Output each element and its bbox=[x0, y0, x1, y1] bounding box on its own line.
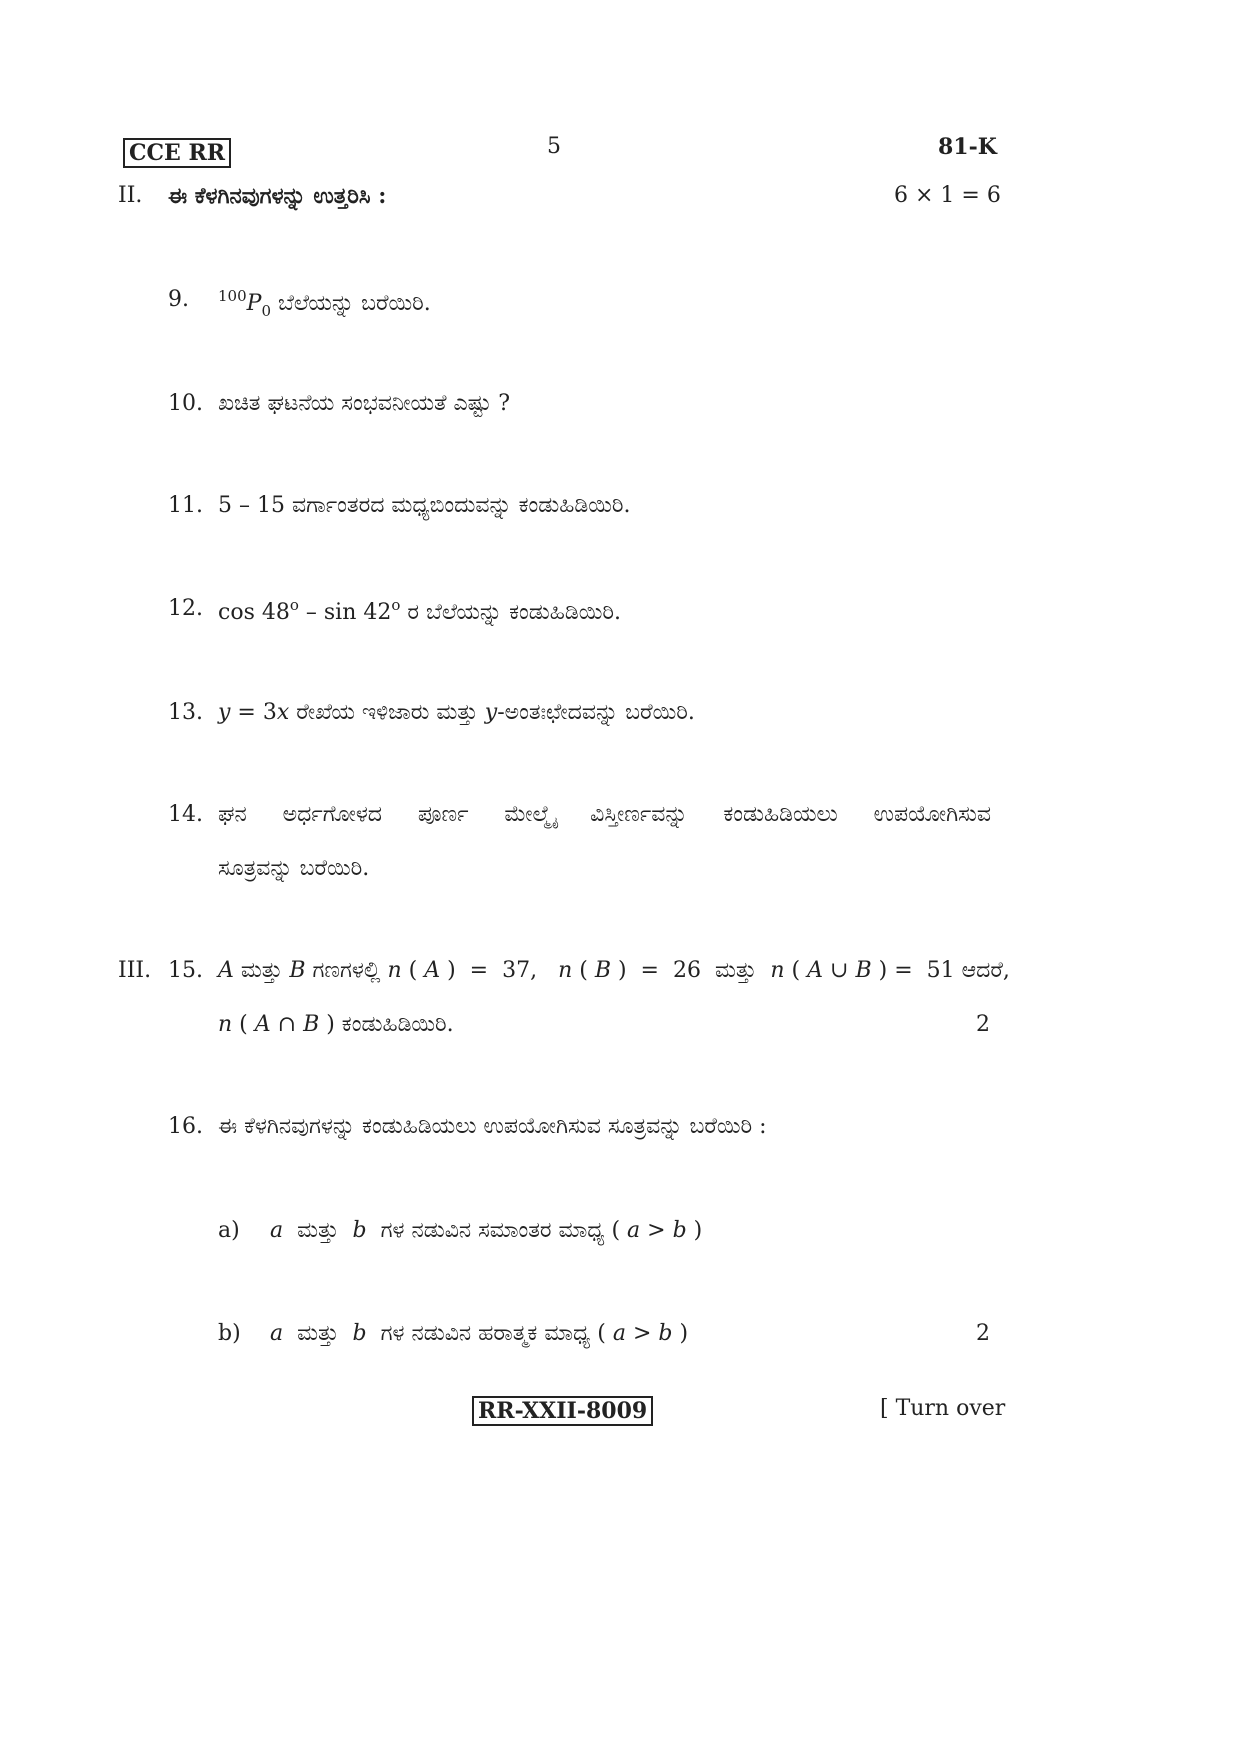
subject-code: 81-K bbox=[938, 134, 997, 160]
q11-text: 5 – 15 ವರ್ಗಾಂತರದ ಮಧ್ಯಬಿಂದುವನ್ನು ಕಂಡುಹಿಡಿಯಿರಿ. bbox=[218, 493, 631, 518]
q16a-text: a ಮತ್ತು b ಗಳ ನಡುವಿನ ಸಮಾಂತರ ಮಾಧ್ಯ ( a > b ) bbox=[270, 1218, 703, 1243]
q13-number: 13. bbox=[168, 700, 203, 725]
q16b-text: a ಮತ್ತು b ಗಳ ನಡುವಿನ ಹರಾತ್ಮಕ ಮಾಧ್ಯ ( a > b ) bbox=[270, 1321, 689, 1346]
q15-text-line2: n ( A ∩ B ) ಕಂಡುಹಿಡಿಯಿರಿ. bbox=[218, 1012, 454, 1037]
q12-number: 12. bbox=[168, 596, 203, 621]
q16-number: 16. bbox=[168, 1114, 203, 1139]
q16-marks: 2 bbox=[976, 1321, 990, 1346]
turn-over-text: [ Turn over bbox=[880, 1396, 1006, 1421]
page-number: 5 bbox=[547, 134, 561, 159]
q10-text: ಖಚಿತ ಘಟನೆಯ ಸಂಭವನೀಯತೆ ಎಷ್ಟು ? bbox=[218, 391, 510, 416]
q9-text: $^{100}P_0$ ಬೆಲೆಯನ್ನು ಬರೆಯಿರಿ. bbox=[218, 287, 431, 320]
q15-marks: 2 bbox=[976, 1012, 990, 1037]
q14-number: 14. bbox=[168, 802, 203, 827]
q13-text: y = 3x ರೇಖೆಯ ಇಳಿಜಾರು ಮತ್ತು y-ಅಂತಃಛೇದವನ್ನು ಬರೆಯಿರಿ. bbox=[218, 700, 695, 725]
q9-number: 9. bbox=[168, 287, 189, 312]
q12-text: cos 48$^o$ – sin 42$^o$ ರ ಬೆಲೆಯನ್ನು ಕಂಡುಹಿಡಿಯಿರಿ. bbox=[218, 596, 621, 625]
section-iii-label: III. bbox=[118, 958, 152, 983]
footer-code-box: RR-XXII-8009 bbox=[472, 1396, 653, 1426]
q15-number: 15. bbox=[168, 958, 203, 983]
q15-text-line1: A ಮತ್ತು B ಗಣಗಳಲ್ಲಿ n ( A ) = 37, n ( B ) = 26 ಮತ್ತು n ( A ∪ B ) = 51 ಆದರೆ, bbox=[218, 958, 1010, 983]
q16b-label: b) bbox=[218, 1321, 241, 1346]
q10-number: 10. bbox=[168, 391, 203, 416]
section-ii-label: II. bbox=[118, 183, 143, 208]
section-ii-instruction: ಈ ಕೆಳಗಿನವುಗಳನ್ನು ಉತ್ತರಿಸಿ : bbox=[168, 183, 387, 209]
q11-number: 11. bbox=[168, 493, 203, 518]
q14-text-line2: ಸೂತ್ರವನ್ನು ಬರೆಯಿರಿ. bbox=[218, 856, 370, 881]
q14-text-line1: ಘನ ಅರ್ಧಗೋಳದ ಪೂರ್ಣ ಮೇಲ್ಮೈ ವಿಸ್ತೀರ್ಣವನ್ನು ಕಂಡುಹಿಡಿಯಲು ಉಪಯೋಗಿಸುವ bbox=[218, 802, 991, 827]
q16a-label: a) bbox=[218, 1218, 240, 1243]
paper-code-box: CCE RR bbox=[123, 138, 231, 168]
section-ii-marks: 6 × 1 = 6 bbox=[894, 183, 1001, 208]
q16-text: ಈ ಕೆಳಗಿನವುಗಳನ್ನು ಕಂಡುಹಿಡಿಯಲು ಉಪಯೋಗಿಸುವ ಸೂತ್ರವನ್ನು ಬರೆಯಿರಿ : bbox=[218, 1114, 767, 1139]
